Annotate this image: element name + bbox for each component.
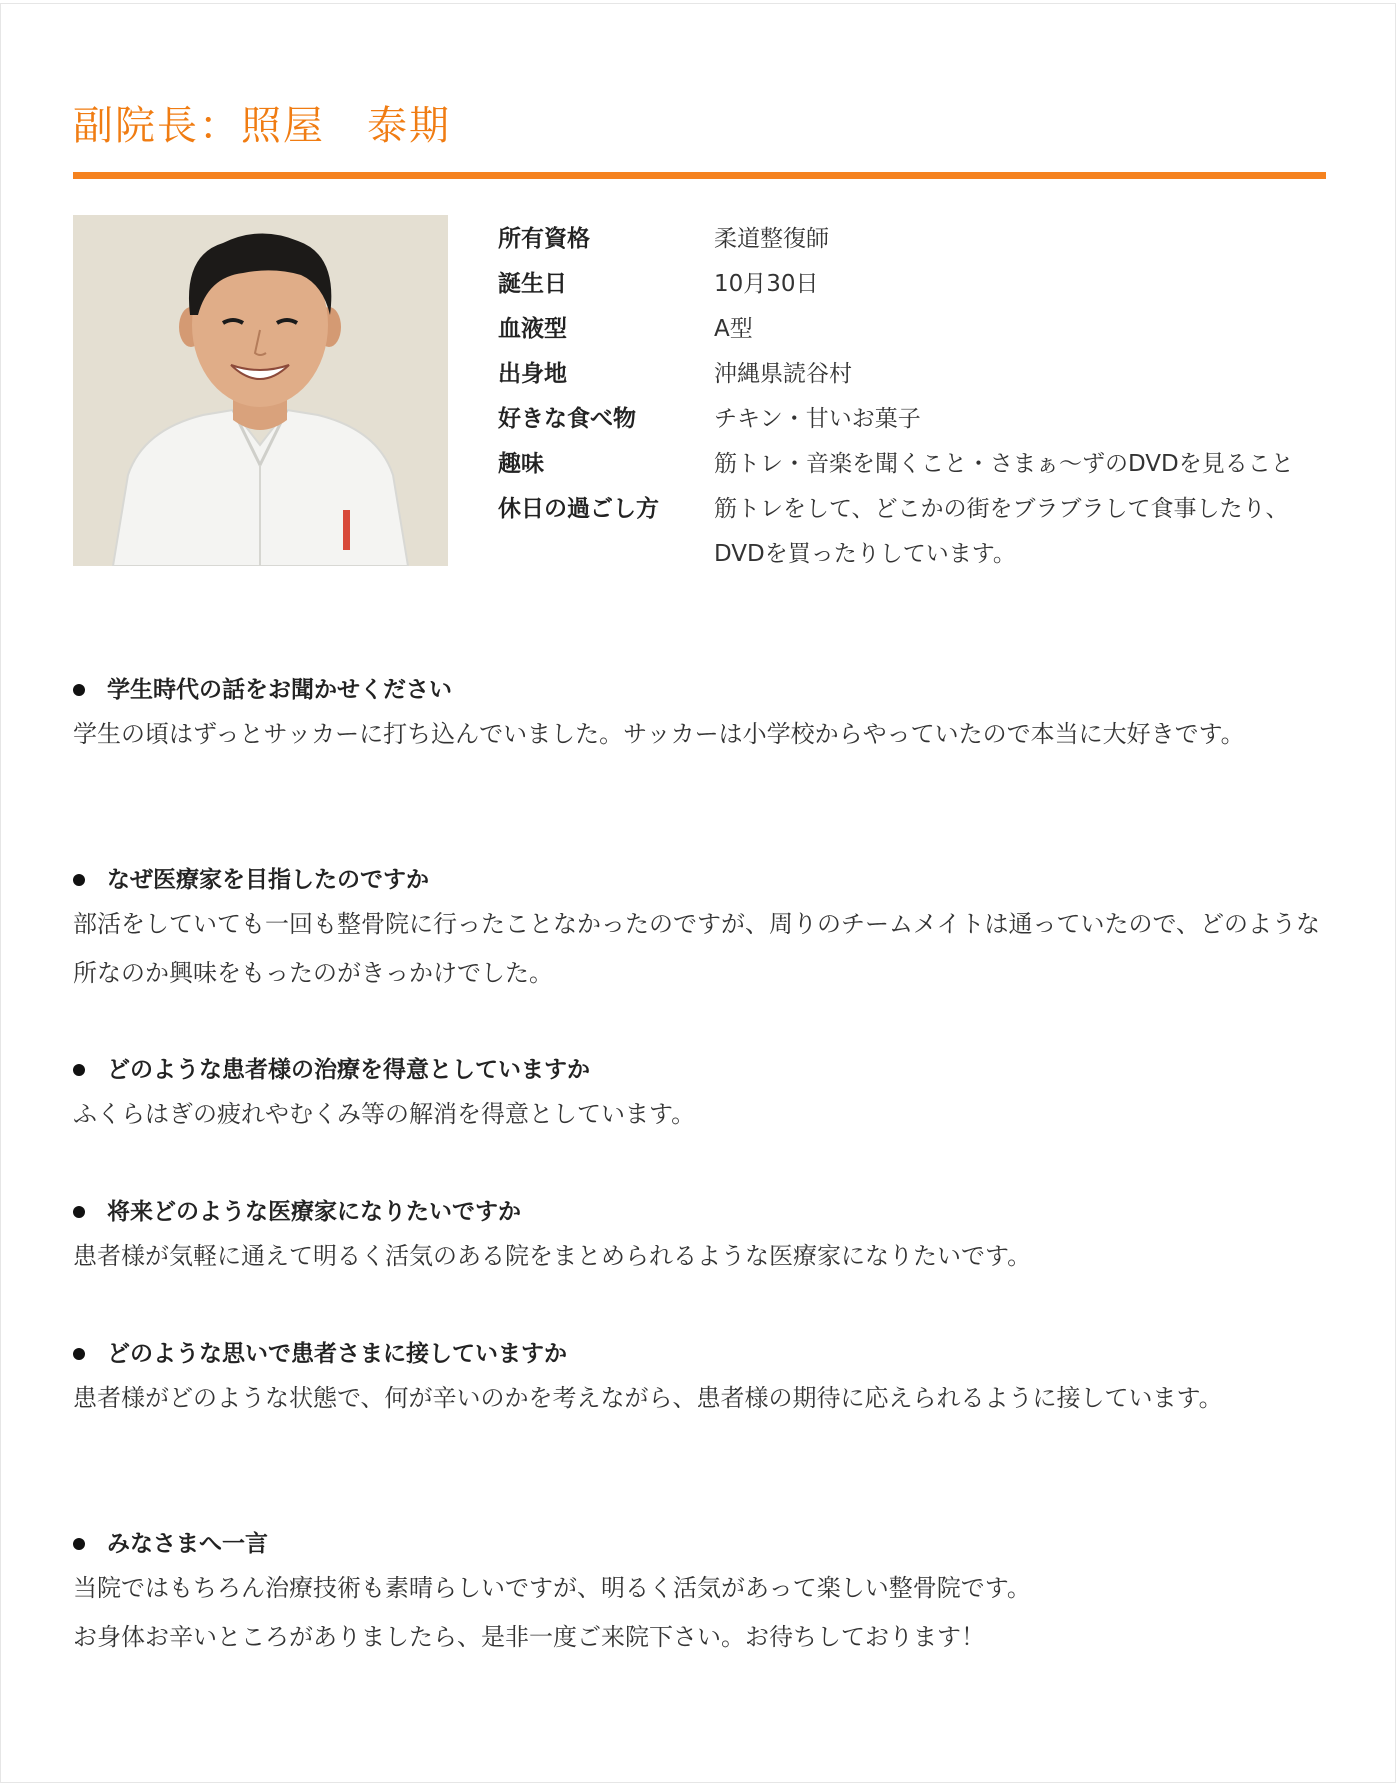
qa-item-message xyxy=(73,1524,1333,1662)
staff-portrait-illustration xyxy=(73,215,448,566)
page-title: 副院長：照屋 泰期 xyxy=(73,103,451,149)
qa-answer xyxy=(73,710,1333,759)
qa-item-attitude xyxy=(73,1334,1333,1423)
qa-question xyxy=(73,670,1333,710)
bullet-icon xyxy=(73,874,85,886)
profile-row-birthday xyxy=(498,262,1328,307)
bullet-icon xyxy=(73,1064,85,1076)
profile-label: 血液型 xyxy=(498,316,567,342)
profile-table xyxy=(498,217,1328,577)
title-divider xyxy=(73,172,1326,179)
qa-question xyxy=(73,1192,1333,1232)
qa-question-text: 学生時代の話をお聞かせください xyxy=(107,677,452,703)
bullet-icon xyxy=(73,684,85,696)
profile-label: 所有資格 xyxy=(498,226,590,252)
qa-answer xyxy=(73,1374,1333,1423)
qa-item-future xyxy=(73,1192,1333,1281)
bullet-icon xyxy=(73,1206,85,1218)
profile-value: 沖縄県読谷村 xyxy=(714,361,852,387)
qa-question-text: なぜ医療家を目指したのですか xyxy=(107,867,429,893)
qa-item-school-days xyxy=(73,670,1333,759)
qa-question-text: どのような思いで患者さまに接していますか xyxy=(107,1341,567,1367)
qa-answer xyxy=(73,1232,1333,1281)
qa-answer-text: 患者様がどのような状態で、何が辛いのかを考えながら、患者様の期待に応えられるように接しています。 xyxy=(73,1384,1223,1412)
bullet-icon xyxy=(73,1538,85,1550)
profile-value: A型 xyxy=(714,316,753,342)
qa-answer xyxy=(73,900,1333,998)
profile-label: 趣味 xyxy=(498,451,544,477)
qa-answer-text: お身体お辛いところがありましたら、是非一度ご来院下さい。お待ちしております！ xyxy=(73,1623,985,1651)
profile-label: 好きな食べ物 xyxy=(498,406,636,432)
qa-question-text: みなさまへ一言 xyxy=(107,1531,268,1557)
profile-value: 柔道整復師 xyxy=(714,226,829,252)
profile-label: 誕生日 xyxy=(498,271,567,297)
qa-answer-text: 当院ではもちろん治療技術も素晴らしいですが、明るく活気があって楽しい整骨院です。 xyxy=(73,1574,1031,1602)
qa-item-why-medical xyxy=(73,860,1333,998)
bullet-icon xyxy=(73,1348,85,1360)
profile-value: 10月30日 xyxy=(714,271,819,297)
qa-question xyxy=(73,860,1333,900)
qa-question xyxy=(73,1334,1333,1374)
profile-row-hometown xyxy=(498,352,1328,397)
qa-answer-text: ふくらはぎの疲れやむくみ等の解消を得意としています。 xyxy=(73,1100,696,1128)
staff-photo xyxy=(73,215,448,566)
profile-row-hobby xyxy=(498,442,1328,487)
profile-value: チキン・甘いお菓子 xyxy=(714,406,921,432)
qa-answer xyxy=(73,1090,1333,1139)
qa-answer xyxy=(73,1564,1333,1662)
qa-question xyxy=(73,1050,1333,1090)
qa-question-text: どのような患者様の治療を得意としていますか xyxy=(107,1057,590,1083)
profile-row-blood-type xyxy=(498,307,1328,352)
profile-row-holiday xyxy=(498,487,1328,577)
qa-answer-text: 患者様が気軽に通えて明るく活気のある院をまとめられるような医療家になりたいです。 xyxy=(73,1242,1032,1270)
profile-row-qualification xyxy=(498,217,1328,262)
profile-value: 筋トレをして、どこかの街をブラブラして食事したり、DVDを買ったりしています。 xyxy=(714,496,1289,567)
qa-question xyxy=(73,1524,1333,1564)
qa-answer-text: 部活をしていても一回も整骨院に行ったことなかったのですが、周りのチームメイトは通っていたので、どのような所なのか興味をもったのがきっかけでした。 xyxy=(73,910,1321,987)
qa-item-specialty xyxy=(73,1050,1333,1139)
qa-question-text: 将来どのような医療家になりたいですか xyxy=(107,1199,521,1225)
profile-label: 出身地 xyxy=(498,361,567,387)
profile-value: 筋トレ・音楽を聞くこと・さまぁ～ずのDVDを見ること xyxy=(714,451,1294,477)
profile-label: 休日の過ごし方 xyxy=(498,496,659,522)
profile-row-favorite-food xyxy=(498,397,1328,442)
qa-answer-text: 学生の頃はずっとサッカーに打ち込んでいました。サッカーは小学校からやっていたので本当に大好きです。 xyxy=(73,720,1245,748)
